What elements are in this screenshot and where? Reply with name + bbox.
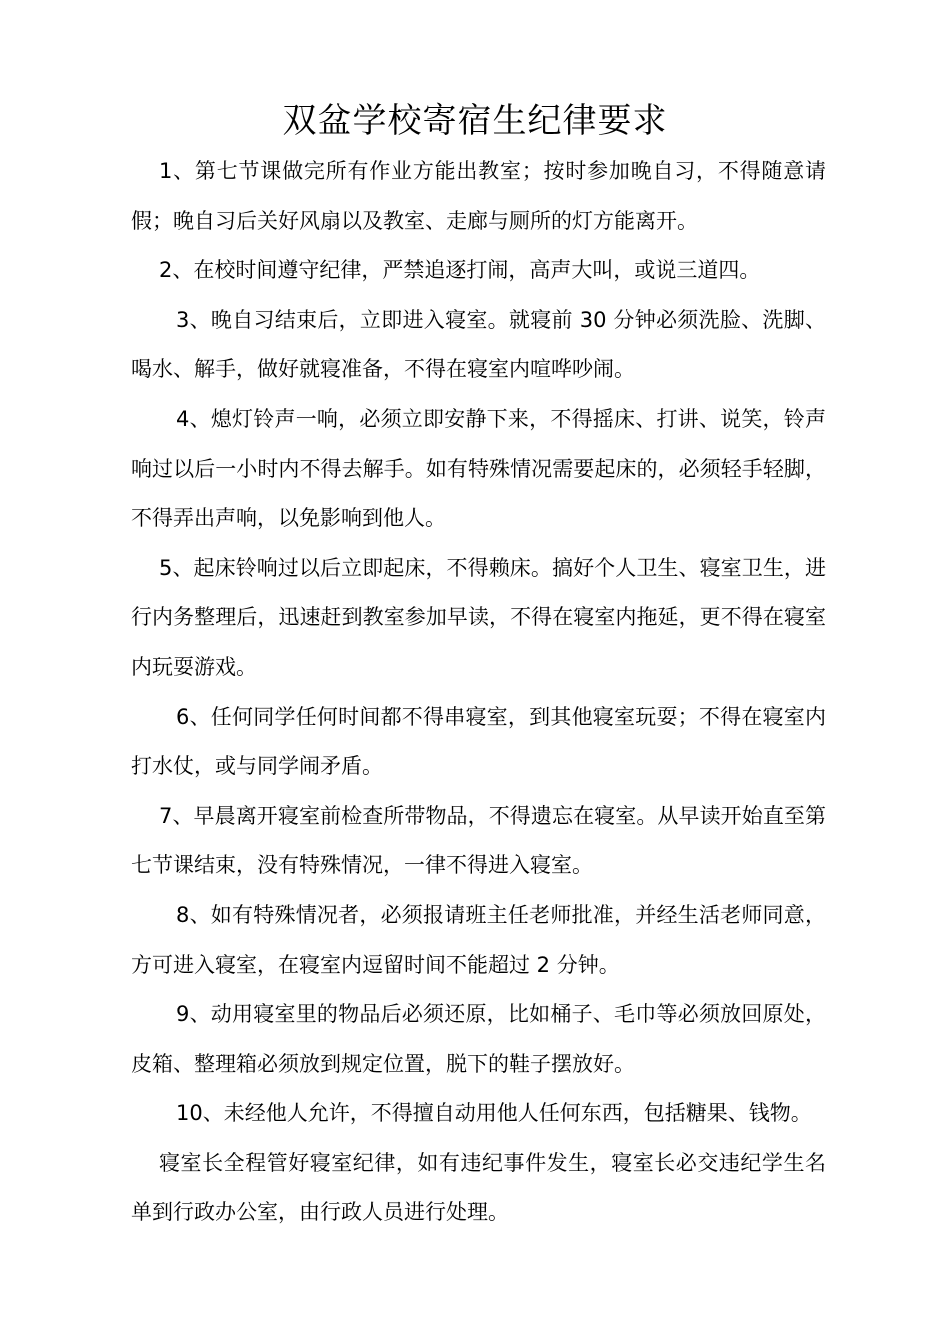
rule-paragraph-9: 9、动用寝室里的物品后必须还原，比如桶子、毛巾等必须放回原处，皮箱、整理箱必须放到规定位置，脱下的鞋子摆放好。 [131,1002,826,1076]
document-body [131,147,826,1238]
rule-paragraph-6: 6、任何同学任何时间都不得串寝室，到其他寝室玩耍；不得在寝室内打水仗，或与同学闹矛盾。 [131,704,826,779]
rule-paragraph-7: 7、早晨离开寝室前检查所带物品，不得遗忘在寝室。从早读开始直至第七节课结束，没有特殊情况，一律不得进入寝室。 [131,803,826,878]
rule-paragraph-4: 4、熄灯铃声一响，必须立即安静下来，不得摇床、打讲、说笑，铃声响过以后一小时内不得去解手。如有特殊情况需要起床的，必须轻手轻脚，不得弄出声响，以免影响到他人。 [131,406,826,531]
rule-paragraph-8: 8、如有特殊情况者，必须报请班主任老师批准，并经生活老师同意，方可进入寝室，在寝室内逗留时间不能超过 2 分钟。 [131,902,826,977]
rule-paragraph-1: 1、第七节课做完所有作业方能出教室；按时参加晚自习，不得随意请假；晚自习后关好风扇以及教室、走廊与厕所的灯方能离开。 [131,159,826,233]
closing-paragraph: 寝室长全程管好寝室纪律，如有违纪事件发生，寝室长必交违纪学生名单到行政办公室，由行政人员进行处理。 [131,1150,826,1225]
rule-paragraph-10: 10、未经他人允许，不得擅自动用他人任何东西，包括糖果、钱物。 [176,1101,812,1126]
rule-paragraph-3: 3、晚自习结束后，立即进入寝室。就寝前 30 分钟必须洗脸、洗脚、喝水、解手，做好就寝准备，不得在寝室内喧哗吵闹。 [131,307,826,382]
rule-paragraph-2: 2、在校时间遵守纪律，严禁追逐打闹，高声大叫，或说三道四。 [159,258,761,283]
document-title: 双盆学校寄宿生纪律要求 [282,101,668,141]
rule-paragraph-5: 5、起床铃响过以后立即起床，不得赖床。搞好个人卫生、寝室卫生，进行内务整理后，迅速赶到教室参加早读，不得在寝室内拖延，更不得在寝室内玩耍游戏。 [131,555,826,679]
